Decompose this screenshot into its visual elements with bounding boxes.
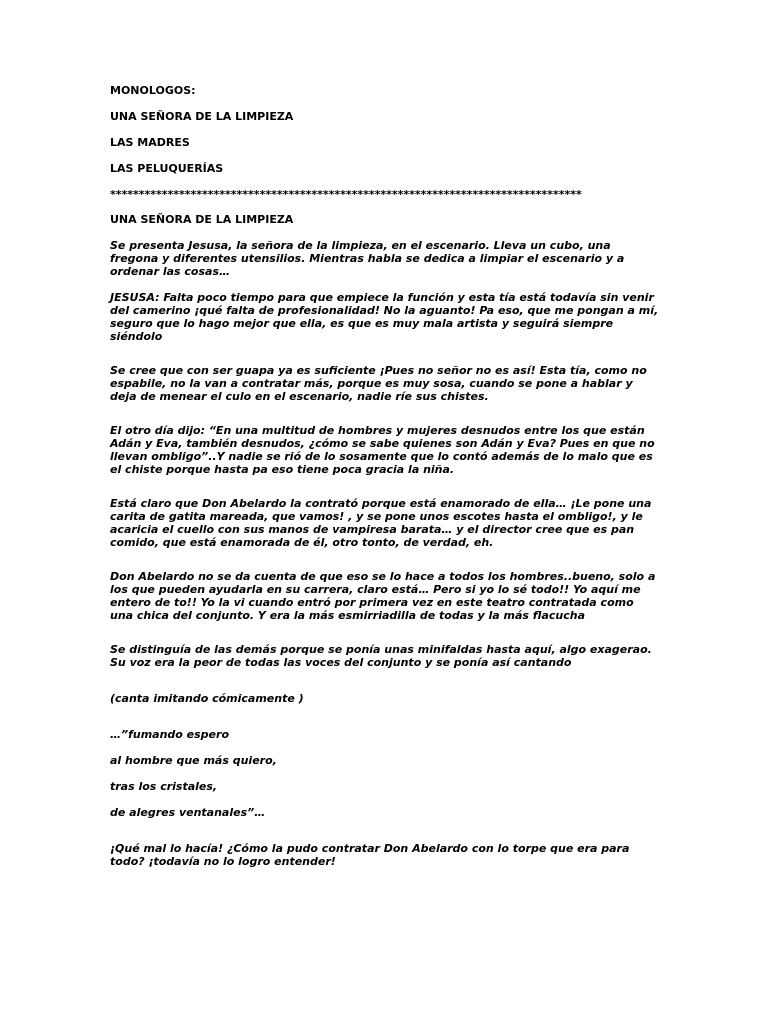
index-item: LAS PELUQUERÍAS (110, 162, 224, 175)
separator-line: ********************************************************************************** (110, 188, 582, 201)
monologue-paragraph: Se cree que con ser guapa ya es suficiente ¡Pues no señor no es así! Esta tía, como no espabile, no la van a contratar más, porque es muy sosa, cuando se pone a hablar y deja de menear el culo en el escenario, nadie ríe sus chistes. (110, 364, 647, 403)
monologue-paragraph: Se distinguía de las demás porque se ponía unas minifaldas hasta aquí, algo exagerao. Su voz era la peor de todas las voces del conjunto y se ponía así cantando (110, 643, 652, 669)
song-verse: tras los cristales, (110, 780, 218, 793)
section-heading: UNA SEÑORA DE LA LIMPIEZA (110, 213, 294, 226)
song-verse: …”fumando espero (110, 728, 230, 741)
monologue-paragraph: El otro día dijo: “En una multitud de hombres y mujeres desnudos entre los que están Adán y Eva, también desnudos, ¿cómo se sabe quienes son Adán y Eva? Pues en que no llevan ombligo”..Y nadie se rió de lo sosamente que lo contó además de lo malo que es el chiste porque hasta pa eso tiene poca gracia la niña. (110, 424, 655, 476)
index-item: LAS MADRES (110, 136, 190, 149)
monologue-paragraph: JESUSA: Falta poco tiempo para que empiece la función y esta tía está todavía sin venir del camerino ¡qué falta de profesionalidad! No la aguanto! Pa eso, que me pongan a mí, seguro que lo hago mejor que ella, es que es muy mala artista y seguirá siempre siéndolo (110, 291, 659, 343)
document-page (110, 84, 660, 868)
stage-direction: Se presenta Jesusa, la señora de la limpieza, en el escenario. Lleva un cubo, una fregona y diferentes utensilios. Mientras habla se dedica a limpiar el escenario y a ordenar las cosas… (110, 239, 625, 278)
index-title: MONOLOGOS: (110, 84, 196, 97)
monologue-paragraph: Está claro que Don Abelardo la contrató porque está enamorado de ella… ¡Le pone una carita de gatita mareada, que vamos! , y se pone unos escotes hasta el ombligo!, y le acaricia el cuello con sus manos de vampiresa barata… y el director cree que es pan comido, que está enamorada de él, otro tonto, de verdad, eh. (110, 497, 652, 549)
monologue-paragraph: Don Abelardo no se da cuenta de que eso se lo hace a todos los hombres..bueno, solo a los que pueden ayudarla en su carrera, claro está… Pero si yo lo sé todo!! Yo aquí me entero de to!! Yo la vi cuando entró por primera vez en este teatro contratada como una chica del conjunto. Y era la más esmirriadilla de todas y la más flacucha (110, 570, 656, 622)
monologue-paragraph: ¡Qué mal lo hacía! ¿Cómo la pudo contratar Don Abelardo con lo torpe que era para todo? ¡todavía no lo logro entender! (110, 842, 630, 868)
index-item: UNA SEÑORA DE LA LIMPIEZA (110, 110, 294, 123)
song-verse: de alegres ventanales”… (110, 806, 266, 819)
stage-direction: (canta imitando cómicamente ) (110, 692, 304, 705)
song-verse: al hombre que más quiero, (110, 754, 277, 767)
